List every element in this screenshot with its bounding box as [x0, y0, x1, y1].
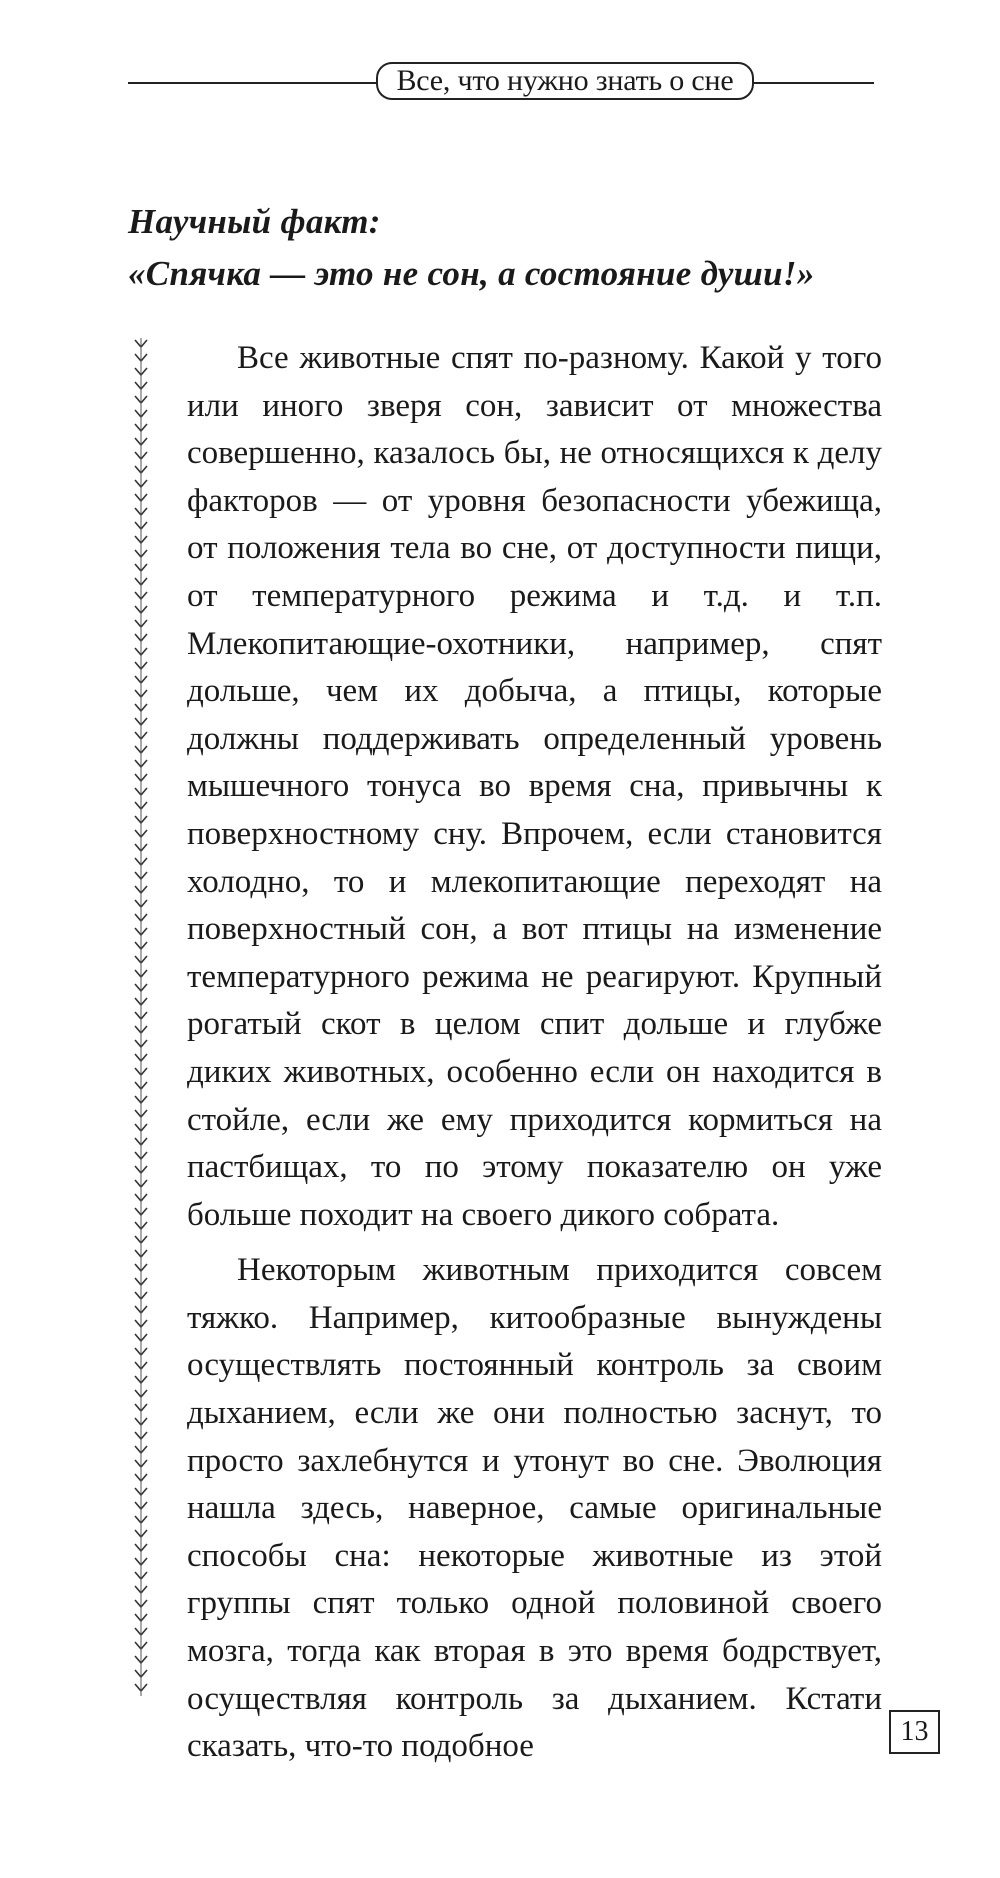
header-rule-right — [752, 82, 874, 84]
running-title: Все, что нужно знать о сне — [376, 62, 754, 100]
fact-label: Научный факт: — [128, 202, 381, 241]
body-text — [187, 335, 882, 1779]
running-header — [128, 62, 874, 102]
fact-title: «Спячка — это не сон, а состояние души!» — [128, 254, 815, 293]
chevron-border-icon — [132, 338, 150, 1696]
paragraph-2: Некоторым животным приходится совсем тяжко. Например, китообразные вынуждены осуществлять постоянный контроль за своим дыханием, если же они полностью заснут, то просто захлебнутся и утонут во сне. Эволюция нашла здесь, наверное, самые оригинальные способы сна: некоторые животные из этой группы спят только одной половиной своего мозга, тогда как вторая в это время бодрствует, осуществляя контроль за дыханием. Кстати сказать, что-то подобное — [187, 1252, 882, 1765]
margin-ornament — [132, 338, 150, 1696]
page-number: 13 — [889, 1710, 940, 1754]
paragraph-1: Все животные спят по-разному. Какой у того или иного зверя сон, зависит от множества совершенно, казалось бы, не относящихся к делу факторов — от уровня безопасности убежища, от положения тела во сне, от доступности пищи, от температурного режима и т.д. и т.п. Млекопитающие-охотники, например, спят дольше, чем их добыча, а птицы, которые должны поддерживать определенный уровень мышечного тонуса во время сна, привычны к поверхностному сну. Впрочем, если становится холодно, то и млекопитающие переходят на поверхностный сон, а вот птицы на изменение температурного режима не реагируют. Крупный рогатый скот в целом спит дольше и глубже диких животных, особенно если он находится в стойле, если же ему приходится кормиться на пастбищах, то по этому показателю он уже больше походит на своего дикого собрата. — [187, 340, 882, 1233]
header-rule-left — [128, 82, 378, 84]
fact-heading — [128, 196, 888, 300]
